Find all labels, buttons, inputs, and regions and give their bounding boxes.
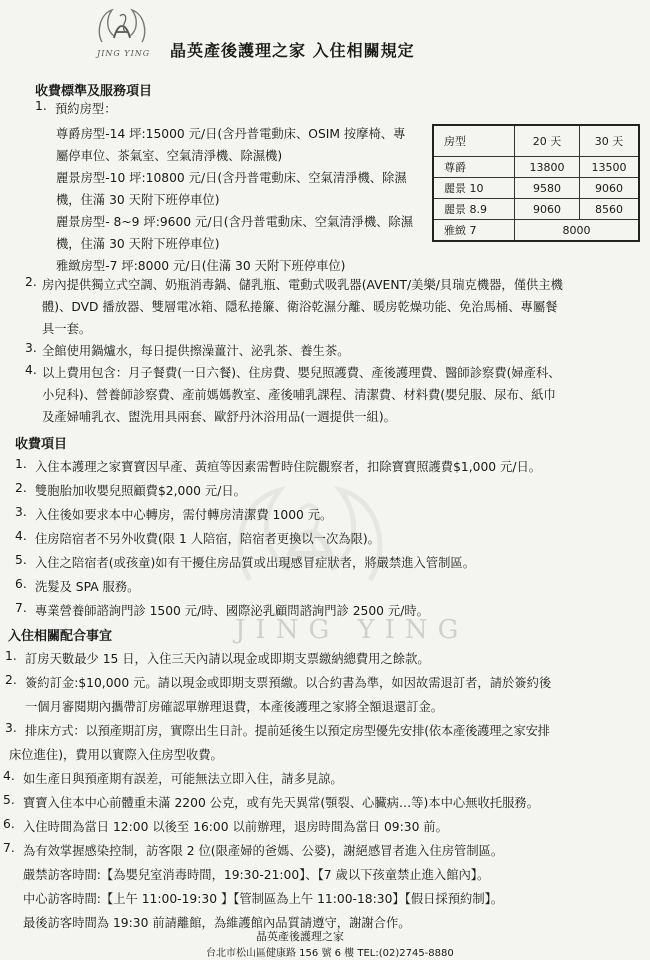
table-row [433, 178, 639, 199]
table-cell: 麗景 10 [433, 178, 515, 199]
watermark-text: JING YING [235, 615, 469, 645]
list-item-text: 床位進住)，費用以實際入住房型收費。 [9, 748, 223, 762]
list-number: 3. [25, 341, 37, 355]
table-row [433, 199, 639, 220]
list-number: 6. [15, 577, 27, 591]
table-row [433, 220, 639, 242]
list-item-text: 住房陪宿者不另外收費(限 1 人陪宿，陪宿者更換以一次為限)。 [35, 532, 380, 546]
table-cell: 9060 [580, 178, 640, 199]
room-line: 雅緻房型-7 坪:8000 元/日(住滿 30 天附下班停車位) [56, 259, 346, 273]
list-item-text: 寶寶入住本中心前體重未滿 2200 公克，或有先天異常(顎裂、心臟病…等)本中心無收托服務。 [23, 796, 539, 810]
list-item-text: 房內提供獨立式空調、奶瓶消毒鍋、儲乳瓶、電動式吸乳器(AVENT/美樂/貝瑞克機器，僅供主機 [42, 278, 563, 292]
list-number: 6. [3, 817, 15, 831]
list-item-text: 入住時間為當日 12:00 以後至 16:00 以前辦理，退房時間為當日 09:30 前。 [23, 820, 448, 834]
list-item-label: 預約房型： [55, 102, 117, 116]
room-line: 機，住滿 30 天附下班停車位) [56, 237, 220, 251]
table-cell: 8560 [580, 199, 640, 220]
list-item-text: 以上費用包含：月子餐費(一日六餐)、住房費、嬰兒照護費、產後護理費、醫師診察費(婦產科、 [42, 366, 561, 380]
table-header-row [433, 125, 639, 157]
list-number: 7. [3, 841, 15, 855]
list-item-text: 最後訪客時間為 19:30 前請離館，為維護館內品質請遵守，謝謝合作。 [23, 916, 411, 930]
list-item-text: 洗髮及 SPA 服務。 [35, 580, 140, 594]
room-line: 麗景房型- 8~9 坪:9600 元/日(含丹普電動床、空氣清淨機、除濕 [56, 215, 414, 229]
section-heading-charges: 收費項目 [15, 437, 68, 452]
list-item-text: 嚴禁訪客時間:【為嬰兒室消毒時間，19:30-21:00】、【7 歲以下孩童禁止進入館內】。 [23, 868, 490, 882]
section-heading-fees: 收費標準及服務項目 [35, 84, 153, 99]
room-line: 尊爵房型-14 坪:15000 元/日(含丹普電動床、OSIM 按摩椅、專 [56, 127, 406, 141]
list-number: 5. [15, 553, 27, 567]
table-cell: 9060 [515, 199, 580, 220]
list-number: 1. [5, 649, 17, 663]
room-line: 機，住滿 30 天附下班停車位) [56, 193, 220, 207]
list-number: 3. [5, 721, 17, 735]
table-cell: 13500 [580, 157, 640, 178]
room-line: 麗景房型-10 坪:10800 元/日(含丹普電動床、空氣清淨機、除濕 [56, 171, 407, 185]
table-cell: 9580 [515, 178, 580, 199]
table-cell: 雅緻 7 [433, 220, 515, 242]
list-item-text: 小兒科)、營養師診察費、產前媽媽教室、產後哺乳課程、清潔費、材料費(嬰兒服、尿布、紙巾 [42, 388, 556, 402]
table-cell: 13800 [515, 157, 580, 178]
list-item-text: 具一套。 [42, 322, 92, 336]
list-number: 4. [3, 769, 15, 783]
list-number: 7. [15, 601, 27, 615]
list-item-text: 及產婦哺乳衣、盥洗用具兩套、歐舒丹沐浴用品(一週提供一組)。 [42, 410, 396, 424]
list-number: 2. [25, 275, 37, 289]
section-heading-checkin: 入住相關配合事宜 [8, 629, 113, 644]
list-item-text: 專業營養師諮詢門診 1500 元/時、國際泌乳顧問諮詢門診 2500 元/時。 [35, 604, 429, 618]
list-item-text: 訂房天數最少 15 日，入住三天內請以現金或即期支票繳納總費用之餘款。 [25, 652, 430, 666]
table-cell: 8000 [515, 220, 640, 242]
list-item-text: 簽約訂金:$10,000 元。請以現金或即期支票預繳。以合約書為準，如因故需退訂者，請於簽約後 [25, 676, 552, 690]
list-item-text: 入住後如要求本中心轉房，需付轉房清潔費 1000 元。 [35, 508, 333, 522]
list-item-text: 雙胞胎加收嬰兒照顧費$2,000 元/日。 [35, 484, 246, 498]
list-item-text: 入住之陪宿者(或孩童)如有干擾住房品質或出現感冒症狀者，將嚴禁進入管制區。 [35, 556, 475, 570]
price-table [432, 124, 640, 242]
list-number: 2. [15, 481, 27, 495]
footer-name: 晶英產後護理之家 [256, 930, 344, 943]
list-item-text: 入住本護理之家寶寶因早產、黃疸等因素需暫時住院觀察者，扣除寶寶照護費$1,000 元/日。 [35, 460, 542, 474]
logo-text: JING YING [97, 49, 151, 58]
table-header-cell: 20 天 [515, 125, 580, 157]
list-item-text: 為有效掌握感染控制，訪客限 2 位(限產婦的爸媽、公婆)，謝絕感冒者進入住房管制區。 [23, 844, 504, 858]
list-number: 4. [25, 363, 37, 377]
list-number: 3. [15, 505, 27, 519]
table-header-cell: 30 天 [580, 125, 640, 157]
list-number: 1. [15, 457, 27, 471]
list-number: 1. [35, 99, 47, 113]
list-number: 2. [5, 673, 17, 687]
table-row [433, 157, 639, 178]
list-item-text: 全館使用鍋爐水，每日提供擦澡薑汁、泌乳茶、養生茶。 [42, 344, 350, 358]
list-item-text: 排床方式：以預產期訂房，實際出生日計。提前延後生以預定房型優先安排(依本產後護理之家安排 [25, 724, 550, 738]
list-item-text: 一個月審閱期內攜帶訂房確認單辦理退費，本產後護理之家將全額退還訂金。 [25, 700, 444, 714]
table-cell: 尊爵 [433, 157, 515, 178]
list-number: 4. [15, 529, 27, 543]
table-cell: 麗景 8.9 [433, 199, 515, 220]
page-title: 晶英產後護理之家 入住相關規定 [170, 41, 415, 60]
list-number: 5. [3, 793, 15, 807]
list-item-text: 如生產日與預產期有誤差，可能無法立即入住，請多見諒。 [23, 772, 343, 786]
list-item-text: 中心訪客時間:【上午 11:00-19:30 】【管制區為上午 11:00-18:30】【假日採預約制】。 [23, 892, 504, 906]
list-item-text: 體)、DVD 播放器、雙層電冰箱、隱私捲簾、衛浴乾濕分離、暖房乾燥功能、免治馬桶、專屬餐 [42, 300, 558, 314]
room-line: 屬停車位、茶氣室、空氣清淨機、除濕機) [56, 149, 283, 163]
table-header-cell: 房型 [433, 125, 515, 157]
footer-address: 台北市松山區健康路 156 號 6 樓 TEL:(02)2745-8880 [206, 948, 454, 959]
